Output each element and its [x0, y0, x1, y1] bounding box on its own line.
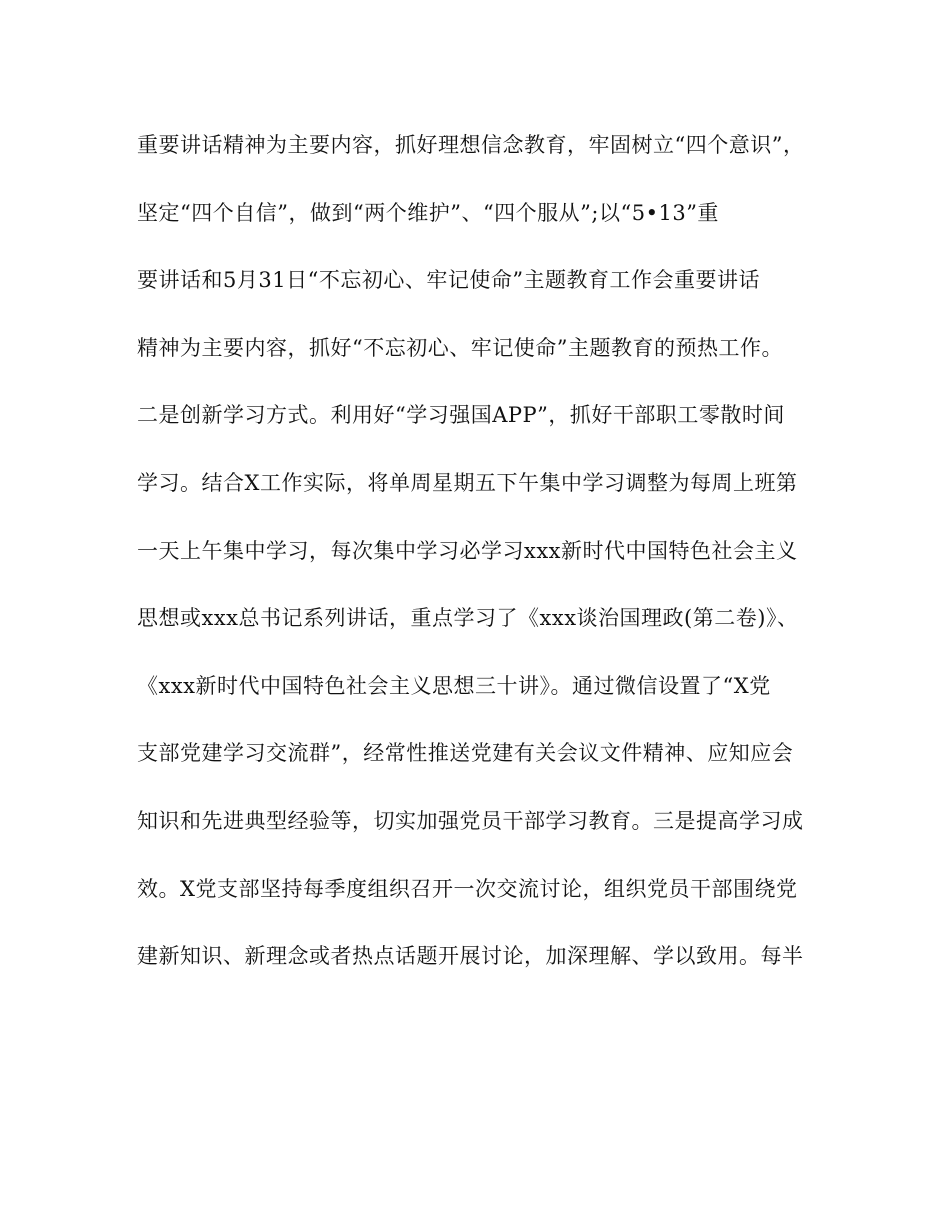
- text-line: 建新知识、新理念或者热点话题开展讨论，加深理解、学以致用。每半: [137, 944, 804, 969]
- text-line: 学习。结合X工作实际，将单周星期五下午集中学习调整为每周上班第: [137, 470, 798, 495]
- text-line: 要讲话和5月31日“不忘初心、牢记使命”主题教育工作会重要讲话: [137, 268, 761, 293]
- text-line: 精神为主要内容，抓好“不忘初心、牢记使命”主题教育的预热工作。: [137, 335, 783, 360]
- body-text: [137, 125, 837, 1004]
- text-line: 支部党建学习交流群”，经常性推送党建有关会议文件精神、应知应会: [137, 741, 794, 766]
- text-line: 重要讲话精神为主要内容，抓好理想信念教育，牢固树立“四个意识”，: [137, 133, 805, 157]
- text-line: 思想或xxx总书记系列讲话，重点学习了《xxx谈治国理政(第二卷)》、: [137, 606, 799, 631]
- text-line: 二是创新学习方式。利用好“学习强国APP”，抓好干部职工零散时间: [137, 403, 785, 428]
- text-line: 效。X党支部坚持每季度组织召开一次交流讨论，组织党员干部围绕党: [137, 876, 798, 901]
- text-line: 知识和先进典型经验等，切实加强党员干部学习教育。三是提高学习成: [137, 808, 804, 833]
- text-line: 坚定“四个自信”，做到“两个维护”、“四个服从”;以“5•13”重: [137, 200, 719, 225]
- text-line: 一天上午集中学习，每次集中学习必学习xxx新时代中国特色社会主义: [137, 538, 798, 563]
- text-line: 《xxx新时代中国特色社会主义思想三十讲》。通过微信设置了“X党: [137, 673, 771, 698]
